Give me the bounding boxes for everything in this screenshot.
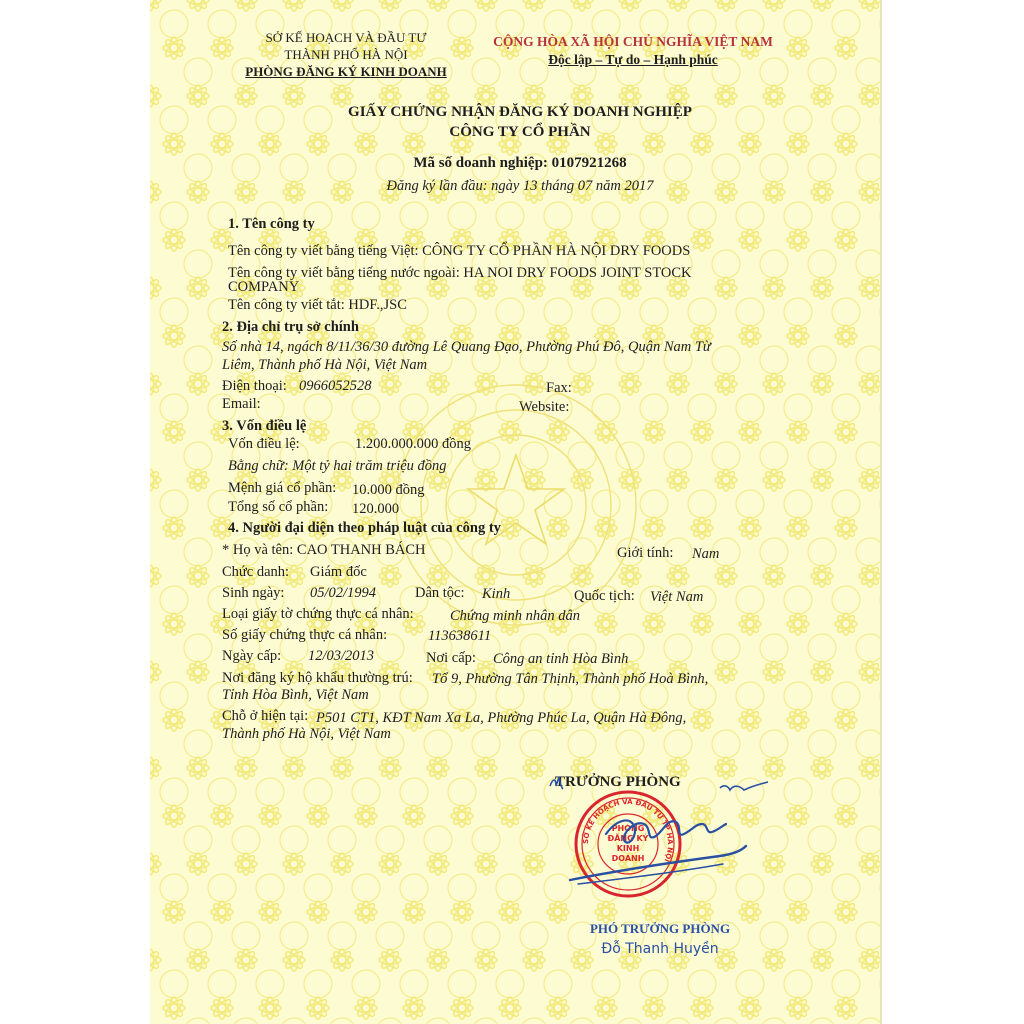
pattern-rosette [787,517,836,566]
pattern-rosette [163,325,212,374]
pattern-rosette [355,901,404,950]
pattern-rosette [211,901,260,950]
pattern-rosette [739,517,788,566]
pattern-rosette [331,853,380,902]
pattern-rosette [403,805,452,854]
seal-ring-text: SỞ KẾ HOẠCH VÀ ĐẦU TƯ TP HÀ NỘI [581,797,675,864]
pattern-rosette [811,181,860,230]
pattern-rosette [379,757,428,806]
pattern-rosette [163,37,212,86]
pattern-rosette [835,517,882,566]
company-short-name: Tên công ty viết tắt: HDF.,JSC [228,297,407,313]
pattern-rosette [715,277,764,326]
par-value: 10.000 đồng [352,482,425,498]
pattern-rosette [283,949,332,998]
pattern-rosette [403,997,452,1024]
enterprise-code: Mã số doanh nghiệp: 0107921268 [413,155,627,171]
pattern-rosette [859,373,882,422]
pattern-rosette [475,853,524,902]
pattern-rosette [451,901,500,950]
handwritten-signature [548,772,773,892]
ethnicity-label: Dân tộc: [415,585,465,601]
pattern-rosette [379,373,428,422]
current-address-value-cont: Thành phố Hà Nội, Việt Nam [222,726,391,742]
pattern-rosette [859,661,882,710]
pattern-rosette [835,709,882,758]
pattern-rosette [835,613,882,662]
pattern-rosette [787,805,836,854]
nationality-label: Quốc tịch: [574,588,635,604]
document-subtitle: CÔNG TY CỔ PHẦN [449,124,591,140]
pattern-rosette [163,133,212,182]
pattern-rosette [571,0,620,38]
pattern-rosette [379,949,428,998]
pattern-rosette [427,949,476,998]
position-value: Giám đốc [310,564,367,580]
representative-name: * Họ và tên: CAO THANH BÁCH [222,542,426,558]
issue-date-label: Ngày cấp: [222,648,282,664]
pattern-rosette [331,949,380,998]
pattern-rosette [187,757,236,806]
pattern-rosette [547,517,596,566]
company-name-vn: Tên công ty viết bằng tiếng Việt: CÔNG TY CỔ PHẦN HÀ NỘI DRY FOODS [228,243,691,259]
fax-label: Fax: [546,380,572,396]
pattern-rosette [523,565,572,614]
pattern-rosette [355,997,404,1024]
pattern-rosette [715,0,764,38]
pattern-rosette [163,805,212,854]
pattern-rosette [859,949,882,998]
pattern-rosette [163,613,212,662]
pattern-rosette [811,469,860,518]
pattern-rosette [763,373,812,422]
nationality-value: Việt Nam [650,589,704,605]
pattern-rosette [691,421,740,470]
pattern-rosette [163,517,212,566]
pattern-rosette [150,85,188,134]
pattern-rosette [619,373,668,422]
pattern-rosette [619,0,668,38]
pattern-rosette [403,901,452,950]
pattern-rosette [835,805,882,854]
pattern-rosette [475,469,524,518]
pattern-rosette [787,709,836,758]
pattern-rosette [355,805,404,854]
pattern-rosette [811,373,860,422]
signatory-title: TRƯỞNG PHÒNG [555,774,681,790]
pattern-rosette [787,997,836,1024]
pattern-rosette [307,901,356,950]
pattern-rosette [150,277,188,326]
pattern-rosette [150,469,188,518]
pattern-rosette [835,37,882,86]
pattern-rosette [211,133,260,182]
pattern-rosette [475,949,524,998]
gender-value: Nam [692,546,720,562]
issue-date-value: 12/03/2013 [308,648,375,664]
pattern-rosette [739,709,788,758]
pattern-rosette [427,277,476,326]
pattern-rosette [451,997,500,1024]
dob-value: 05/02/1994 [310,585,377,601]
id-type-label: Loại giấy tờ chứng thực cá nhân: [222,606,414,622]
pattern-rosette [739,229,788,278]
pattern-rosette [523,277,572,326]
issuer-department: SỞ KẾ HOẠCH VÀ ĐẦU TƯ [265,30,427,45]
pattern-rosette [859,0,882,38]
pattern-rosette [787,901,836,950]
pattern-rosette [235,949,284,998]
pattern-rosette [763,565,812,614]
pattern-rosette [859,181,882,230]
pattern-rosette [163,229,212,278]
document-title: GIẤY CHỨNG NHẬN ĐĂNG KÝ DOANH NGHIỆP [348,104,692,120]
charter-capital-value: 1.200.000.000 đồng [355,436,471,452]
pattern-rosette [163,709,212,758]
pattern-rosette [787,421,836,470]
pattern-rosette [427,757,476,806]
pattern-rosette [835,133,882,182]
phone-value: 0966052528 [299,378,372,394]
pattern-rosette [691,997,740,1024]
company-name-foreign: Tên công ty viết bằng tiếng nước ngoài: HA NOI DRY FOODS JOINT STOCK [228,265,692,281]
pattern-rosette [787,325,836,374]
pattern-rosette [763,0,812,38]
pattern-rosette [499,517,548,566]
pattern-rosette [835,229,882,278]
pattern-rosette [811,661,860,710]
pattern-rosette [379,853,428,902]
pattern-rosette [150,373,188,422]
national-motto: Độc lập – Tự do – Hạnh phúc [548,52,718,67]
company-name-foreign-cont: COMPANY [228,279,300,295]
pattern-rosette [499,997,548,1024]
pattern-rosette [811,565,860,614]
current-address-value: P501 CT1, KĐT Nam Xa La, Phường Phúc La, Quận Hà Đông, [316,710,687,726]
paper-edge [880,0,882,1024]
pattern-rosette [211,997,260,1024]
pattern-rosette [643,613,692,662]
pattern-rosette [859,565,882,614]
capital-in-words: Bằng chữ: Một tỷ hai trăm triệu đồng [228,458,447,474]
pattern-rosette [259,997,308,1024]
section1-heading: 1. Tên công ty [228,216,315,232]
seal-center-text: PHÒNG ĐĂNG KÝ KINH DOANH [607,824,649,863]
issuer-city: THÀNH PHỐ HÀ NỘI [284,47,408,62]
pattern-rosette [187,853,236,902]
pattern-rosette [499,805,548,854]
total-shares-value: 120.000 [352,501,400,517]
country-name: CỘNG HÒA XÃ HỘI CHỦ NGHĨA VIỆT NAM [493,34,773,49]
pattern-rosette [643,421,692,470]
phone-label: Điện thoại: [222,378,287,394]
pattern-rosette [150,661,188,710]
pattern-rosette [523,469,572,518]
pattern-rosette [259,805,308,854]
pattern-rosette [715,565,764,614]
issue-place-label: Nơi cấp: [426,650,476,666]
pattern-rosette [307,805,356,854]
gender-label: Giới tính: [617,545,674,561]
pattern-rosette [259,901,308,950]
signer-name: Đỗ Thanh Huyền [601,941,719,957]
pattern-rosette [739,613,788,662]
pattern-rosette [811,757,860,806]
pattern-rosette [859,277,882,326]
pattern-rosette [307,997,356,1024]
id-type-value: Chứng minh nhân dân [450,608,580,624]
ethnicity-value: Kinh [482,586,511,602]
pattern-rosette [523,949,572,998]
pattern-rosette [691,229,740,278]
pattern-rosette [235,853,284,902]
pattern-rosette [667,277,716,326]
pattern-rosette [475,0,524,38]
pattern-rosette [235,757,284,806]
pattern-rosette [667,373,716,422]
pattern-rosette [811,853,860,902]
pattern-rosette [811,85,860,134]
permanent-residence-value: Tổ 9, Phường Tân Thịnh, Thành phố Hoà Bình, [432,671,709,687]
pattern-rosette [451,805,500,854]
permanent-residence-value-cont: Tỉnh Hòa Bình, Việt Nam [222,687,369,703]
pattern-rosette [150,949,188,998]
pattern-rosette [163,901,212,950]
id-number-label: Số giấy chứng thực cá nhân: [222,627,388,643]
pattern-rosette [811,0,860,38]
pattern-rosette [859,469,882,518]
pattern-rosette [763,661,812,710]
pattern-rosette [739,997,788,1024]
pattern-rosette [667,469,716,518]
pattern-rosette [499,901,548,950]
pattern-rosette [691,709,740,758]
pattern-rosette [595,997,644,1024]
section3-heading: 3. Vốn điều lệ [222,418,307,434]
permanent-residence-label: Nơi đăng ký hộ khẩu thường trú: [222,670,413,686]
pattern-rosette [150,565,188,614]
pattern-rosette [739,421,788,470]
pattern-rosette [150,853,188,902]
pattern-rosette [787,229,836,278]
pattern-rosette [739,325,788,374]
pattern-rosette [475,277,524,326]
total-shares-label: Tổng số cổ phần: [228,499,329,515]
pattern-rosette [643,997,692,1024]
pattern-rosette [547,997,596,1024]
head-office-address: Số nhà 14, ngách 8/11/36/30 đường Lê Quang Đạo, Phường Phú Đô, Quận Nam Từ [222,339,711,355]
pattern-rosette [571,469,620,518]
first-registration-date: Đăng ký lần đầu: ngày 13 tháng 07 năm 2017 [386,178,654,194]
pattern-rosette [283,757,332,806]
pattern-rosette [619,277,668,326]
pattern-rosette [523,0,572,38]
position-label: Chức danh: [222,564,290,580]
pattern-rosette [667,0,716,38]
pattern-rosette [499,421,548,470]
pattern-rosette [187,85,236,134]
pattern-rosette [715,661,764,710]
pattern-rosette [163,997,212,1024]
pattern-rosette [859,757,882,806]
section4-heading: 4. Người đại diện theo pháp luật của công ty [228,520,501,536]
section2-heading: 2. Địa chỉ trụ sở chính [222,319,359,335]
pattern-rosette [150,0,188,38]
pattern-rosette [835,997,882,1024]
pattern-rosette [571,277,620,326]
website-label: Website: [519,399,570,415]
pattern-rosette [475,373,524,422]
pattern-rosette [150,757,188,806]
pattern-rosette [619,469,668,518]
pattern-rosette [283,853,332,902]
pattern-rosette [211,805,260,854]
issuer-office: PHÒNG ĐĂNG KÝ KINH DOANH [245,64,447,79]
deputy-head-title: PHÓ TRƯỞNG PHÒNG [589,921,731,936]
pattern-rosette [763,949,812,998]
pattern-rosette [787,133,836,182]
pattern-rosette [187,949,236,998]
charter-capital-label: Vốn điều lệ: [228,436,300,452]
pattern-rosette [811,277,860,326]
pattern-rosette [835,421,882,470]
current-address-label: Chỗ ở hiện tại: [222,708,309,724]
pattern-rosette [331,757,380,806]
pattern-rosette [763,469,812,518]
pattern-rosette [859,853,882,902]
pattern-rosette [859,85,882,134]
issue-place-value: Công an tỉnh Hòa Bình [493,651,629,667]
dob-label: Sinh ngày: [222,585,285,601]
pattern-rosette [715,373,764,422]
pattern-rosette [691,613,740,662]
par-value-label: Mệnh giá cổ phần: [228,480,337,496]
pattern-rosette [163,421,212,470]
pattern-rosette [427,373,476,422]
pattern-rosette [475,757,524,806]
pattern-rosette [763,277,812,326]
pattern-rosette [150,181,188,230]
pattern-rosette [835,901,882,950]
id-number-value: 113638611 [428,628,492,644]
pattern-rosette [811,949,860,998]
pattern-rosette [787,613,836,662]
pattern-rosette [427,853,476,902]
email-label: Email: [222,396,261,412]
head-office-address-cont: Liêm, Thành phố Hà Nội, Việt Nam [222,357,428,373]
pattern-rosette [835,325,882,374]
pattern-rosette [715,469,764,518]
